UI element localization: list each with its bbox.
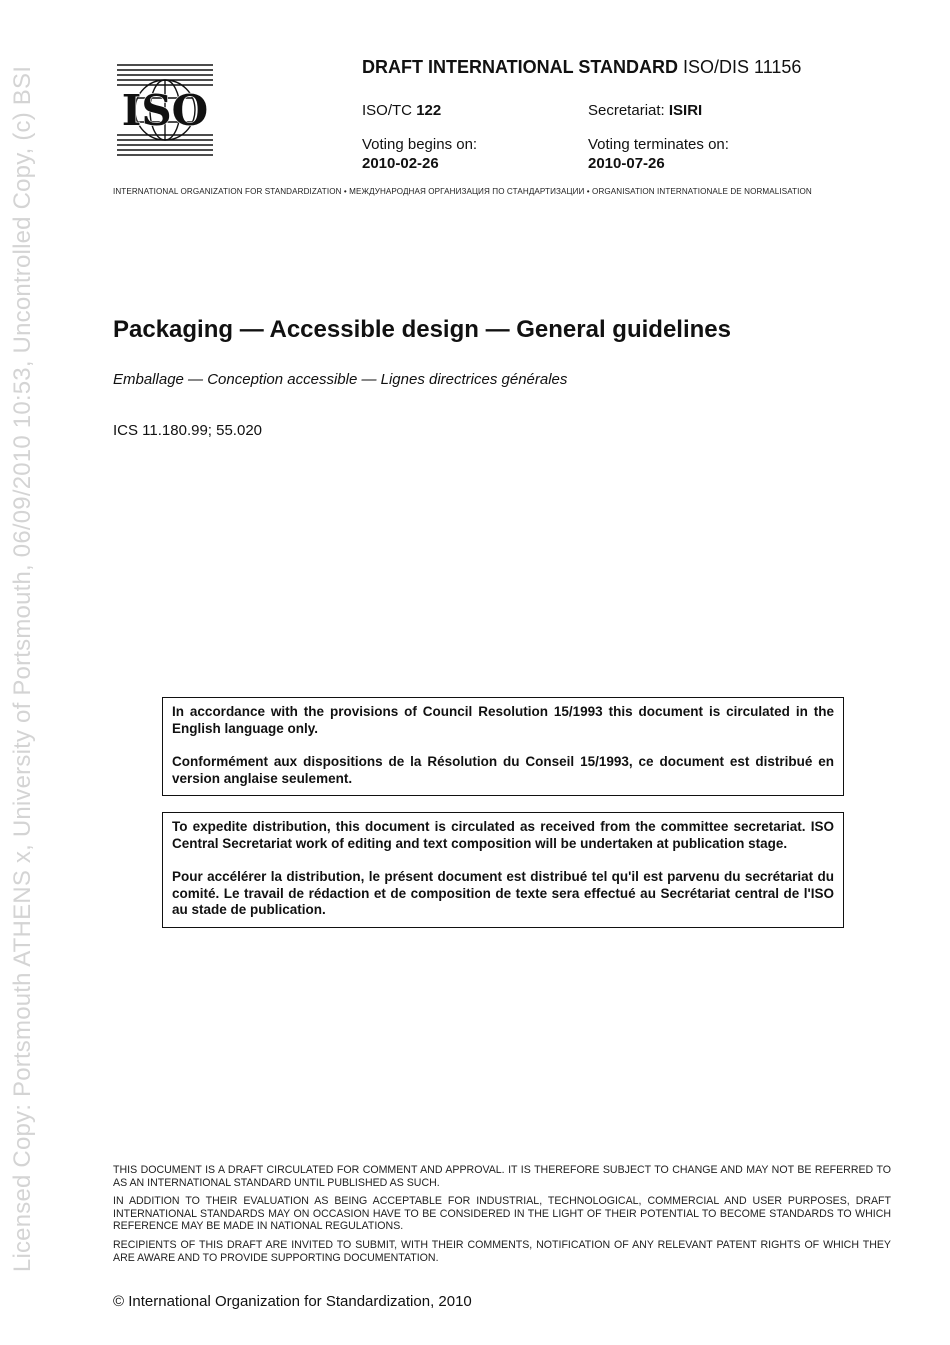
- document-title: Packaging — Accessible design — General guidelines: [113, 316, 731, 343]
- document-number: ISO/DIS 11156: [683, 57, 802, 77]
- distribution-notice-french: Pour accélérer la distribution, le présent document est distribué tel qu'il est parvenu du secrétariat du comité. Le travail de rédaction et de composition de texte sera effectué au Secrétariat central de l'ISO au stade de publication.: [172, 869, 834, 917]
- iso-globe-logo-icon: [115, 62, 215, 158]
- watermark-text: Licensed Copy: Portsmouth ATHENS x, University of Portsmouth, 06/09/2010 10:53, Uncontrolled Copy, (c) BSI: [9, 65, 36, 1273]
- document-type: DRAFT INTERNATIONAL STANDARD: [362, 57, 678, 77]
- tc-value: 122: [416, 102, 442, 119]
- voting-begins-label: Voting begins on:: [362, 136, 478, 153]
- document-subtitle-french: Emballage — Conception accessible — Lignes directrices générales: [113, 371, 568, 388]
- disclaimer-paragraph-2: IN ADDITION TO THEIR EVALUATION AS BEING ACCEPTABLE FOR INDUSTRIAL, TECHNOLOGICAL, COMMERCIAL AND USER PURPOSES, DRAFT INTERNATIONAL STANDARDS MAY ON OCCASION HAVE TO BE CONSIDERED IN THE LIGHT OF THEIR POTENTIAL TO BECOME STANDARDS TO WHICH REFERENCE MAY BE MADE IN NATIONAL REGULATIONS.: [113, 1195, 891, 1233]
- voting-begins: [362, 135, 477, 173]
- document-header: [362, 57, 801, 78]
- organization-line: INTERNATIONAL ORGANIZATION FOR STANDARDIZATION • МЕЖДУНАРОДНАЯ ОРГАНИЗАЦИЯ ПО СТАНДАРТИЗАЦИИ • ORGANISATION INTERNATIONALE DE NORMALISATION: [113, 187, 812, 196]
- disclaimer-paragraph-3: RECIPIENTS OF THIS DRAFT ARE INVITED TO SUBMIT, WITH THEIR COMMENTS, NOTIFICATION OF ANY RELEVANT PATENT RIGHTS OF WHICH THEY ARE AWARE AND TO PROVIDE SUPPORTING DOCUMENTATION.: [113, 1238, 891, 1264]
- voting-terminates: [588, 135, 729, 173]
- disclaimer-paragraph-1: THIS DOCUMENT IS A DRAFT CIRCULATED FOR COMMENT AND APPROVAL. IT IS THEREFORE SUBJECT TO CHANGE AND MAY NOT BE REFERRED TO AS AN INTERNATIONAL STANDARD UNTIL PUBLISHED AS SUCH.: [113, 1164, 891, 1189]
- secretariat-label: Secretariat:: [588, 102, 665, 119]
- voting-terminates-date: 2010-07-26: [588, 155, 665, 172]
- voting-terminates-label: Voting terminates on:: [588, 136, 729, 153]
- tc-label: ISO/TC: [362, 102, 413, 119]
- distribution-notice-box: [162, 812, 844, 928]
- distribution-notice-english: To expedite distribution, this document is circulated as received from the committee secretariat. ISO Central Secretariat work of editing and text composition will be undertaken at publication stage.: [172, 819, 834, 851]
- secretariat-value: ISIRI: [668, 102, 703, 119]
- language-notice-french: Conformément aux dispositions de la Résolution du Conseil 15/1993, ce document est distribué en version anglaise seulement.: [172, 754, 834, 786]
- iso-logo: [115, 62, 215, 158]
- secretariat: [588, 101, 702, 120]
- copyright-notice: © International Organization for Standardization, 2010: [113, 1293, 472, 1310]
- technical-committee: [362, 101, 441, 120]
- language-notice-english: In accordance with the provisions of Council Resolution 15/1993 this document is circulated in the English language only.: [172, 704, 834, 736]
- language-notice-box: [162, 697, 844, 796]
- logo-text: ISO: [121, 86, 209, 135]
- draft-disclaimer: [113, 1164, 891, 1270]
- ics-codes: ICS 11.180.99; 55.020: [113, 422, 263, 439]
- voting-begins-date: 2010-02-26: [362, 155, 439, 172]
